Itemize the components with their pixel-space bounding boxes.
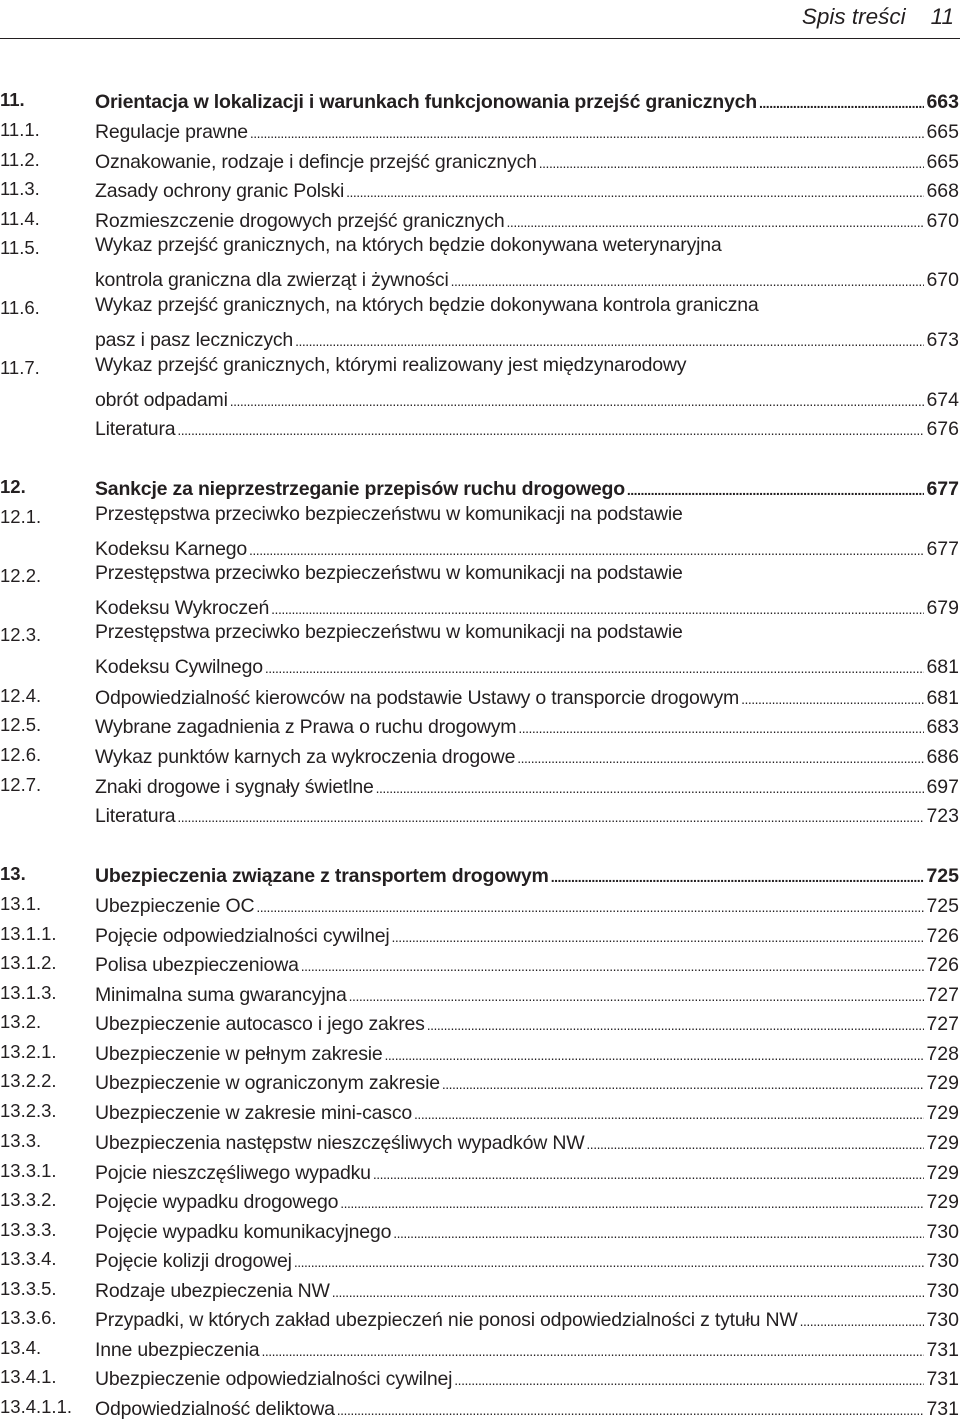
toc-entry-number: 13.1.2.	[0, 952, 57, 973]
dot-leader	[265, 651, 925, 673]
toc-entry-page: 665	[926, 151, 959, 173]
dot-leader	[332, 1275, 925, 1297]
toc-entry-number: 13.3.3.	[0, 1219, 57, 1240]
toc-entry-page: 725	[926, 865, 959, 887]
toc-entry-title: Pojęcie wypadku komunikacyjnego	[95, 1221, 392, 1243]
toc-entry-title: Ubezpieczenia następstw nieszczęśliwych wypadków NW	[95, 1132, 585, 1154]
toc-entry-number: 13.4.1.	[0, 1366, 57, 1387]
toc-entry-title: Wykaz przejść granicznych, na których będzie dokonywana kontrola graniczna	[95, 294, 759, 316]
toc-entry-title: Zasady ochrony granic Polski	[95, 180, 345, 202]
toc-entry-page: 730	[926, 1280, 959, 1302]
toc-entry-title-line	[95, 473, 959, 502]
toc-entry-page: 668	[926, 180, 959, 202]
toc-entry-page: 729	[926, 1162, 959, 1184]
toc-entry-title: Oznakowanie, rodzaje i defincje przejść granicznych	[95, 151, 537, 173]
dot-leader	[800, 1304, 925, 1326]
toc-entry-title: Rozmieszczenie drogowych przejść granicznych	[95, 210, 505, 232]
toc-entry-title-line	[95, 413, 959, 442]
toc-entry-title: Ubezpieczenie w ograniczonym zakresie	[95, 1072, 440, 1094]
dot-leader	[507, 205, 925, 227]
toc-entry-number: 13.3.5.	[0, 1278, 57, 1299]
toc-entry-title-line	[95, 205, 959, 234]
dot-leader	[376, 771, 925, 793]
toc-entry-title: Rodzaje ubezpieczenia NW	[95, 1280, 330, 1302]
dot-leader	[627, 473, 925, 495]
dot-leader	[451, 264, 925, 286]
toc-entry-title-line	[95, 86, 959, 115]
toc-entry-title: Ubezpieczenie odpowiedzialności cywilnej	[95, 1368, 453, 1390]
dot-leader	[261, 1334, 924, 1356]
toc-entry-title-line	[95, 1393, 959, 1422]
toc-entry-title-line	[95, 860, 959, 889]
toc-entry-title-line	[95, 175, 959, 204]
dot-leader	[551, 860, 925, 882]
page-header	[0, 0, 960, 38]
dot-leader	[346, 175, 924, 197]
toc-entry-title-line	[95, 1157, 959, 1186]
toc-entry-title-line	[95, 592, 959, 621]
toc-entry-number: 11.5.	[0, 237, 40, 258]
header-rule	[0, 38, 960, 39]
toc-entry-number: 12.5.	[0, 714, 42, 735]
header-title: Spis treści	[801, 4, 906, 29]
dot-leader	[518, 711, 924, 733]
dot-leader	[337, 1393, 925, 1415]
running-header	[802, 4, 954, 30]
toc-entry-title: Kodeksu Karnego	[95, 538, 248, 560]
header-page-number: 11	[930, 4, 954, 29]
toc-entry-number: 11.4.	[0, 208, 40, 229]
toc-entry-title-line	[95, 949, 959, 978]
toc-entry-title: Pojęcie odpowiedzialności cywilnej	[95, 925, 390, 947]
toc-entry-title-line	[95, 1186, 959, 1215]
dot-leader	[517, 741, 924, 763]
dot-leader	[414, 1097, 924, 1119]
toc-entry-page: 683	[926, 716, 959, 738]
toc-entry-number: 12.1.	[0, 506, 42, 527]
toc-entry-title-line	[95, 1275, 959, 1304]
toc-entry-number: 13.2.	[0, 1011, 42, 1032]
toc-entry-title: Pojęcie kolizji drogowej	[95, 1250, 292, 1272]
toc-entry-title-line	[95, 682, 959, 711]
toc-entry-page: 663	[926, 91, 959, 113]
toc-entry-title: Ubezpieczenie OC	[95, 895, 255, 917]
toc-entry-number: 13.3.2.	[0, 1189, 57, 1210]
dot-leader	[539, 146, 925, 168]
toc-entry-number: 12.4.	[0, 685, 42, 706]
toc-entry-title-line	[95, 146, 959, 175]
toc-entry-number: 13.2.3.	[0, 1100, 57, 1121]
toc-entry-title: kontrola graniczna dla zwierząt i żywności	[95, 269, 449, 291]
toc-entry-page: 673	[926, 329, 959, 351]
toc-entry-title: Przestępstwa przeciwko bezpieczeństwu w komunikacji na podstawie	[95, 562, 683, 584]
dot-leader	[586, 1127, 924, 1149]
toc-entry-number: 13.3.6.	[0, 1307, 57, 1328]
dot-leader	[256, 890, 924, 912]
dot-leader	[230, 384, 925, 406]
toc-entry-number: 13.3.4.	[0, 1248, 57, 1269]
toc-entry-title: Orientacja w lokalizacji i warunkach funkcjonowania przejść granicznych	[95, 91, 758, 113]
toc-entry-number: 11.3.	[0, 178, 40, 199]
dot-leader	[301, 949, 925, 971]
toc-entry-page: 730	[926, 1309, 959, 1331]
toc-entry-title-line	[95, 1363, 959, 1392]
toc-entry-number: 13.3.1.	[0, 1160, 57, 1181]
toc-entry-title-line	[95, 1038, 959, 1067]
toc-entry-number: 11.	[0, 89, 25, 110]
toc-entry-title-line	[95, 771, 959, 800]
toc-entry-title-line	[95, 920, 959, 949]
dot-leader	[177, 413, 924, 435]
toc-entry-page: 681	[926, 656, 959, 678]
toc-entry-number: 12.6.	[0, 744, 42, 765]
toc-entry-page: 677	[926, 478, 959, 500]
dot-leader	[249, 533, 924, 555]
toc-entry-number: 12.	[0, 476, 26, 497]
toc-entry-title: Znaki drogowe i sygnały świetlne	[95, 776, 374, 798]
toc-entry-number: 13.2.1.	[0, 1041, 57, 1062]
toc-entry-title: obrót odpadami	[95, 389, 228, 411]
toc-entry-page: 665	[926, 121, 959, 143]
dot-leader	[385, 1038, 925, 1060]
toc-entry-number: 11.6.	[0, 297, 40, 318]
dot-leader	[427, 1008, 925, 1030]
toc-entry-number: 13.4.	[0, 1337, 42, 1358]
toc-entry-title: Odpowiedzialność kierowców na podstawie Ustawy o transporcie drogowym	[95, 687, 740, 709]
toc-entry-title-line	[95, 741, 959, 770]
toc-entry-title-line	[95, 651, 959, 680]
toc-entry-page: 729	[926, 1191, 959, 1213]
toc-entry-number: 12.3.	[0, 624, 42, 645]
toc-entry-number: 13.1.	[0, 893, 42, 914]
dot-leader	[250, 116, 925, 138]
dot-leader	[393, 1216, 924, 1238]
toc-entry-number: 11.1.	[0, 119, 40, 140]
toc-entry-title: Regulacje prawne	[95, 121, 248, 143]
toc-entry-title-line-continued	[95, 234, 959, 263]
dot-leader	[759, 86, 924, 108]
toc-entry-title-line	[95, 264, 959, 293]
toc-entry-title-line	[95, 116, 959, 145]
toc-entry-title: Pojęcie wypadku drogowego	[95, 1191, 339, 1213]
toc-entry-page: 681	[926, 687, 959, 709]
toc-entry-number: 13.1.1.	[0, 923, 57, 944]
toc-entry-page: 726	[926, 954, 959, 976]
toc-entry-page: 730	[926, 1250, 959, 1272]
toc-entry-title: Wykaz przejść granicznych, którymi realizowany jest międzynarodowy	[95, 354, 687, 376]
toc-entry-page: 723	[926, 805, 959, 827]
toc-entry-title: Ubezpieczenie w pełnym zakresie	[95, 1043, 383, 1065]
toc-entry-title: Ubezpieczenia związane z transportem drogowym	[95, 865, 549, 887]
toc-entry-title-line-continued	[95, 294, 959, 323]
toc-entry-title-line-continued	[95, 562, 959, 591]
toc-entry-page: 676	[926, 418, 959, 440]
toc-entry-page: 686	[926, 746, 959, 768]
toc-entry-page: 674	[926, 389, 959, 411]
toc-entry-title: Inne ubezpieczenia	[95, 1339, 260, 1361]
toc-entry-title: Przypadki, w których zakład ubezpieczeń nie ponosi odpowiedzialności z tytułu NW	[95, 1309, 798, 1331]
toc-entry-page: 679	[926, 597, 959, 619]
dot-leader	[349, 979, 925, 1001]
toc-entry-page: 697	[926, 776, 959, 798]
toc-entry-page: 677	[926, 538, 959, 560]
dot-leader	[271, 592, 924, 614]
toc-entry-page: 726	[926, 925, 959, 947]
toc-entry-title: Ubezpieczenie autocasco i jego zakres	[95, 1013, 425, 1035]
toc-entry-number: 13.2.2.	[0, 1070, 57, 1091]
toc-entry-title-line	[95, 1008, 959, 1037]
toc-entry-page: 670	[926, 210, 959, 232]
toc-entry-title-line	[95, 1304, 959, 1333]
toc-entry-page: 731	[926, 1398, 959, 1420]
toc-entry-title-line	[95, 890, 959, 919]
toc-entry-title: Literatura	[95, 805, 176, 827]
toc-entry-page: 728	[926, 1043, 959, 1065]
toc-entry-page: 725	[926, 895, 959, 917]
toc-entry-number: 13.4.1.1.	[0, 1396, 73, 1417]
toc-entry-page: 727	[926, 984, 959, 1006]
dot-leader	[741, 682, 924, 704]
toc-entry-page: 730	[926, 1221, 959, 1243]
toc-entry-title: Pojcie nieszczęśliwego wypadku	[95, 1162, 371, 1184]
dot-leader	[177, 800, 924, 822]
toc-entry-title: Polisa ubezpieczeniowa	[95, 954, 299, 976]
toc-entry-title: Kodeksu Cywilnego	[95, 656, 263, 678]
toc-entry-number: 12.2.	[0, 565, 42, 586]
toc-entry-number: 11.2.	[0, 149, 40, 170]
dot-leader	[392, 920, 925, 942]
toc-entry-number: 13.	[0, 863, 26, 884]
toc-entry-title-line-continued	[95, 503, 959, 532]
dot-leader	[294, 1245, 925, 1267]
toc-entry-number: 13.1.3.	[0, 982, 57, 1003]
toc-entry-number: 12.7.	[0, 774, 42, 795]
toc-entry-number: 11.7.	[0, 357, 40, 378]
toc-entry-page: 729	[926, 1102, 959, 1124]
dot-leader	[340, 1186, 924, 1208]
toc-entry-title: Wybrane zagadnienia z Prawa o ruchu drogowym	[95, 716, 517, 738]
toc-entry-title: Wykaz przejść granicznych, na których będzie dokonywana weterynaryjna	[95, 234, 722, 256]
dot-leader	[442, 1067, 925, 1089]
toc-entry-title-line	[95, 533, 959, 562]
toc-entry-title: Odpowiedzialność deliktowa	[95, 1398, 335, 1420]
toc-entry-page: 727	[926, 1013, 959, 1035]
toc-entry-title: pasz i pasz leczniczych	[95, 329, 294, 351]
toc-entry-title: Sankcje za nieprzestrzeganie przepisów ruchu drogowego	[95, 478, 625, 500]
toc-entry-title-line	[95, 384, 959, 413]
toc-entry-page: 731	[926, 1339, 959, 1361]
toc-entry-title-line	[95, 1097, 959, 1126]
toc-entry-title-line	[95, 324, 959, 353]
toc-entry-title-line	[95, 979, 959, 1008]
toc-entry-title-line	[95, 1245, 959, 1274]
toc-entry-title-line-continued	[95, 354, 959, 383]
toc-entry-title: Przestępstwa przeciwko bezpieczeństwu w komunikacji na podstawie	[95, 621, 683, 643]
toc-entry-page: 729	[926, 1072, 959, 1094]
toc-entry-title: Literatura	[95, 418, 176, 440]
toc-entry-title: Wykaz punktów karnych za wykroczenia drogowe	[95, 746, 516, 768]
toc-entry-title-line	[95, 800, 959, 829]
dot-leader	[454, 1363, 924, 1385]
toc-entry-title-line	[95, 1334, 959, 1363]
dot-leader	[373, 1157, 925, 1179]
toc-entry-page: 731	[926, 1368, 959, 1390]
toc-entry-title: Kodeksu Wykroczeń	[95, 597, 270, 619]
toc-entry-title-line-continued	[95, 621, 959, 650]
toc-entry-title-line	[95, 1067, 959, 1096]
dot-leader	[295, 324, 924, 346]
toc-entry-title-line	[95, 1216, 959, 1245]
toc-entry-title: Przestępstwa przeciwko bezpieczeństwu w komunikacji na podstawie	[95, 503, 683, 525]
toc-entry-page: 729	[926, 1132, 959, 1154]
toc-entry-page: 670	[926, 269, 959, 291]
toc-entry-title: Minimalna suma gwarancyjna	[95, 984, 347, 1006]
toc-entry-number: 13.3.	[0, 1130, 42, 1151]
toc-entry-title: Ubezpieczenie w zakresie mini-casco	[95, 1102, 413, 1124]
toc-entry-title-line	[95, 711, 959, 740]
toc-entry-title-line	[95, 1127, 959, 1156]
